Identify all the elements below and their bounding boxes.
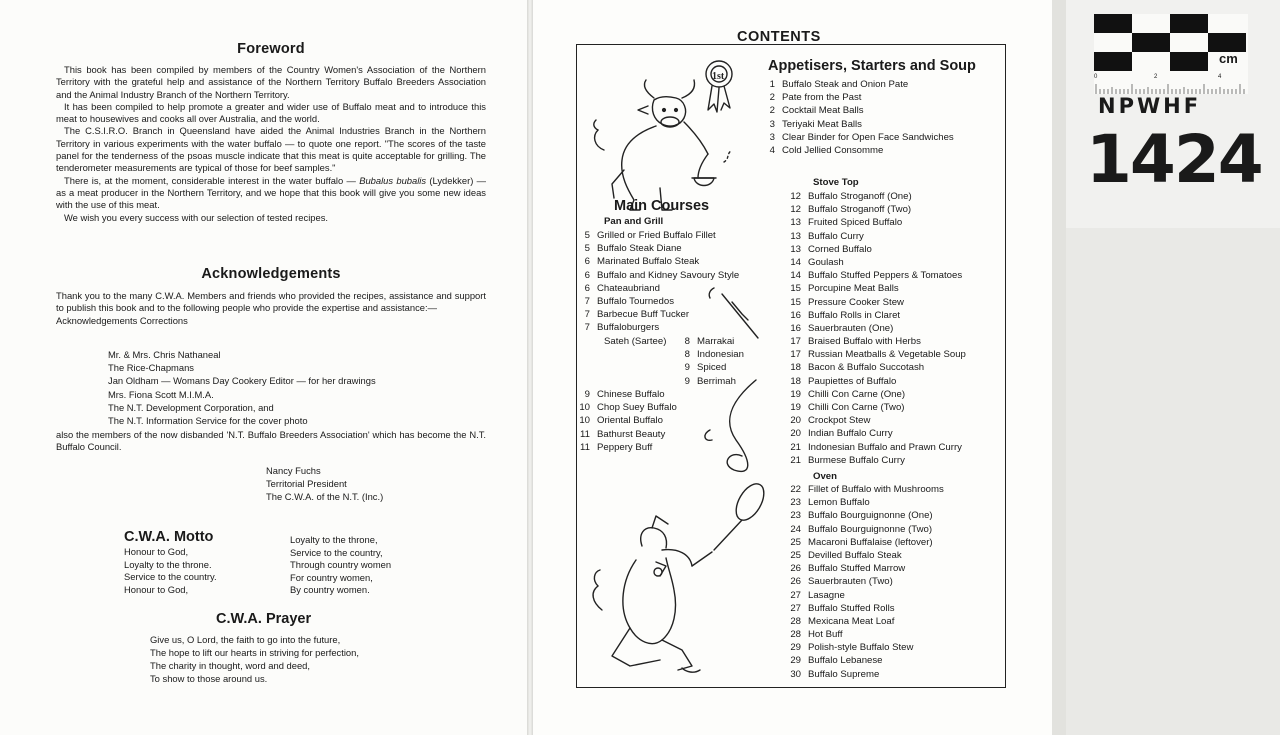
page-number: 12 (790, 204, 801, 216)
foreword-paragraph: We wish you every success with our selection of tested recipes. (64, 211, 329, 223)
acknowledged-name: Mrs. Fiona Scott M.I.M.A. (108, 388, 214, 400)
motto-right-column (290, 534, 391, 597)
motto-line: For country women, (290, 571, 373, 583)
contents-entry[interactable] (785, 536, 944, 549)
contents-entry[interactable] (763, 131, 954, 144)
page-number: 23 (790, 510, 801, 522)
scale-unit-label: cm (1219, 51, 1238, 66)
main-courses-more-list (578, 388, 677, 454)
recipe-title: Goulash (808, 256, 844, 268)
page-number: 26 (790, 563, 801, 575)
page-number: 9 (684, 375, 690, 387)
recipe-title: Crockpot Stew (808, 415, 871, 427)
page-number: 26 (790, 576, 801, 588)
contents-entry[interactable] (785, 454, 966, 467)
contents-title: CONTENTS (737, 29, 821, 45)
contents-entry[interactable] (578, 282, 739, 295)
contents-entry[interactable] (678, 361, 744, 374)
contents-entry[interactable] (785, 509, 944, 522)
contents-entry[interactable] (578, 242, 739, 255)
motto-line: Through country women (290, 559, 392, 571)
page-number: 7 (584, 295, 590, 307)
recipe-title: Indian Buffalo Curry (808, 428, 893, 440)
page-number: 6 (584, 269, 590, 281)
contents-entry[interactable] (785, 414, 966, 427)
contents-entry[interactable] (785, 602, 944, 615)
signature-line: Nancy Fuchs (266, 465, 321, 476)
recipe-title: Chop Suey Buffalo (597, 402, 677, 414)
page-number: 13 (790, 230, 801, 242)
contents-entry[interactable] (785, 628, 944, 641)
recipe-title: Chilli Con Carne (Two) (808, 402, 905, 413)
page-number: 6 (584, 256, 590, 268)
recipe-title: Paupiettes of Buffalo (808, 375, 897, 387)
page-number: 11 (580, 428, 590, 440)
recipe-title: Buffaloburgers (597, 322, 660, 334)
page-number: 25 (790, 536, 801, 548)
recipe-title: Corned Buffalo (808, 243, 872, 255)
recipe-title: Cold Jellied Consomme (782, 144, 884, 156)
contents-entry[interactable] (763, 144, 954, 157)
contents-entry[interactable] (578, 401, 677, 414)
page-number: 2 (769, 92, 775, 104)
contents-entry[interactable] (785, 589, 944, 602)
contents-entry[interactable] (578, 414, 677, 427)
contents-entry[interactable] (785, 562, 944, 575)
prayer-line: The charity in thought, word and deed, (150, 660, 310, 671)
page-number: 13 (790, 217, 801, 229)
recipe-title: Porcupine Meat Balls (808, 283, 899, 295)
contents-entry[interactable] (785, 388, 966, 401)
contents-entry[interactable] (785, 523, 944, 536)
acknowledgements-intro: Thank you to the many C.W.A. Members and friends who provided the recipes, assistance and support to publish this book and to the following people who provide the expertise and assistance:— (56, 290, 486, 314)
recipe-title: Lemon Buffalo (808, 497, 870, 509)
contents-entry[interactable] (785, 243, 966, 256)
page-number: 15 (790, 283, 801, 295)
contents-entry[interactable] (785, 256, 966, 269)
recipe-title: Marrakai (697, 336, 735, 347)
acknowledged-name: Jan Oldham — Womans Day Cookery Editor — for her drawings (108, 375, 376, 387)
contents-entry[interactable] (578, 308, 739, 321)
contents-entry[interactable] (678, 375, 744, 388)
recipe-title: Polish-style Buffalo Stew (808, 642, 914, 654)
sateh-list (678, 335, 744, 388)
recipe-title: Russian Meatballs & Vegetable Soup (808, 349, 966, 361)
recipe-title: Buffalo Bourguignonne (Two) (808, 523, 933, 535)
page-number: 9 (684, 362, 690, 374)
prayer-line: To show to those around us. (150, 673, 268, 684)
page-number: 13 (790, 243, 801, 255)
page-number: 20 (790, 415, 801, 427)
contents-entry[interactable] (578, 428, 677, 441)
contents-entry[interactable] (785, 216, 966, 229)
scale-tick-label: 2 (1154, 74, 1158, 80)
page-number: 8 (684, 336, 690, 347)
page-number: 19 (790, 388, 801, 400)
page-number: 17 (790, 336, 801, 348)
scale-tick-label: 0 (1094, 74, 1098, 80)
recipe-title: Buffalo Lebanese (808, 655, 883, 667)
recipe-title: Chateaubriand (597, 282, 660, 294)
recipe-title: Pate from the Past (782, 92, 862, 104)
contents-entry[interactable] (785, 496, 944, 509)
foreword-paragraph: It has been compiled to help promote a greater and wider use of Buffalo meat and to introduce this meat to housewives and cooks all over Australia, and the world. (56, 100, 486, 125)
page-number: 15 (790, 296, 801, 308)
page-number: 14 (790, 256, 801, 268)
page-number: 29 (790, 655, 801, 667)
main-courses-heading: Main Courses (614, 198, 710, 214)
page-number: 20 (790, 428, 801, 440)
recipe-title: Buffalo Stuffed Peppers & Tomatoes (808, 270, 963, 282)
foreword-paragraph: This book has been compiled by members of the Country Women's Association of the Northern Territory with the grateful help and assistance of the Northern Territory Buffalo Breeders Association and the Animal Industry Branch of the Northern Territory. (56, 64, 486, 100)
page-number: 21 (790, 454, 801, 466)
contents-entry[interactable] (785, 575, 944, 588)
accession-number: 1424 (1086, 121, 1262, 198)
contents-entry[interactable] (785, 190, 966, 203)
page-number: 16 (790, 309, 801, 321)
page-number: 18 (790, 362, 801, 374)
page-number: 9 (584, 389, 590, 400)
acknowledged-name: Mr. & Mrs. Chris Nathaneal (108, 349, 221, 360)
signature-line: The C.W.A. of the N.T. (Inc.) (266, 491, 384, 502)
signature-line: Territorial President (266, 478, 347, 489)
sateh-label-block (604, 335, 666, 348)
contents-entry[interactable] (578, 255, 739, 268)
page-number: 25 (790, 549, 801, 561)
appetisers-heading: Appetisers, Starters and Soup (768, 58, 976, 74)
foreword-text: There is, at the moment, considerable interest in the water buffalo — (64, 174, 360, 186)
page-number: 14 (790, 270, 801, 282)
acknowledgements-corrections: Acknowledgements Corrections (56, 314, 188, 326)
contents-entry[interactable] (578, 321, 739, 334)
contents-entry[interactable] (785, 296, 966, 309)
page-number: 28 (790, 615, 801, 627)
recipe-title: Buffalo Rolls in Claret (808, 309, 901, 321)
page-number: 2 (769, 105, 775, 117)
contents-entry[interactable] (578, 229, 739, 242)
recipe-title: Fillet of Buffalo with Mushrooms (808, 484, 944, 495)
motto-left-column (124, 546, 217, 596)
recipe-title: Teriyaki Meat Balls (782, 118, 862, 130)
contents-entry[interactable] (763, 118, 954, 131)
foreword-paragraph: The C.S.I.R.O. Branch in Queensland have aided the Animal Industries Branch in the Northern Territory in various experiments with the water buffalo — to quote one report. "The scores of the taste panel for the tenderness of the psoas muscle indicate that this meat is quite acceptable for grilling. The tenderometer measurements are typical of those for beef samples." (56, 125, 486, 174)
contents-entry[interactable] (785, 282, 966, 295)
recipe-title: Cocktail Meat Balls (782, 105, 864, 117)
contents-entry[interactable] (578, 269, 739, 282)
recipe-title: Indonesian (697, 349, 744, 361)
foreword-paragraph (56, 175, 486, 212)
contents-entry[interactable] (785, 361, 966, 374)
page-number: 27 (790, 602, 801, 614)
acknowledged-name: The N.T. Information Service for the cover photo (108, 415, 308, 427)
recipe-title: Buffalo Supreme (808, 668, 880, 680)
recipe-title: Buffalo Tournedos (597, 295, 674, 307)
page-number: 29 (790, 642, 801, 654)
oven-heading: Oven (813, 471, 837, 482)
contents-entry[interactable] (785, 441, 966, 454)
species-name: Bubalus bubalis (359, 174, 427, 186)
accession-code: NPWHF (1098, 94, 1202, 118)
acknowledged-name: The Rice-Chapmans (108, 362, 194, 374)
prayer-line: The hope to lift our hearts in striving for perfection, (150, 647, 359, 658)
recipe-title: Sauerbrauten (One) (808, 322, 894, 334)
recipe-title: Buffalo and Kidney Savoury Style (597, 269, 740, 281)
recipe-title: Buffalo Stuffed Marrow (808, 563, 906, 575)
page-number: 28 (790, 629, 801, 641)
acknowledgements-title: Acknowledgements (201, 266, 341, 282)
motto-line: Service to the country, (290, 546, 383, 558)
stove-top-heading: Stove Top (813, 177, 859, 188)
page-number: 10 (579, 402, 590, 414)
motto-line: Service to the country. (124, 571, 217, 583)
motto-line: Loyalty to the throne, (290, 534, 378, 545)
recipe-title: Grilled or Fried Buffalo Fillet (597, 230, 716, 241)
page-number: 24 (790, 523, 801, 535)
recipe-title: Oriental Buffalo (597, 415, 663, 427)
page-number: 12 (790, 191, 801, 202)
motto-line: By country women. (290, 584, 370, 596)
page-number: 17 (790, 349, 801, 361)
page-number: 8 (684, 349, 690, 361)
page-number: 7 (584, 322, 590, 334)
recipe-title: Bacon & Buffalo Succotash (808, 362, 925, 374)
acknowledged-names (108, 348, 376, 427)
contents-entry[interactable] (578, 295, 739, 308)
prayer-text (150, 633, 359, 685)
contents-entry[interactable] (785, 641, 944, 654)
buffalo-ribbon-illustration (584, 50, 744, 220)
recipe-title: Chinese Buffalo (597, 389, 665, 400)
recipe-title: Buffalo Steak Diane (597, 243, 682, 255)
contents-entry[interactable] (578, 441, 677, 454)
page-number: 3 (769, 131, 775, 143)
contents-entry[interactable] (785, 322, 966, 335)
contents-entry[interactable] (763, 78, 954, 91)
page-number: 10 (579, 415, 590, 427)
recipe-title: Hot Buff (808, 629, 843, 641)
recipe-title: Bathurst Beauty (597, 428, 666, 440)
contents-entry[interactable] (678, 335, 744, 348)
contents-entry[interactable] (578, 388, 677, 401)
ribbon-text: 1st (712, 71, 725, 82)
recipe-title: Buffalo Stroganoff (One) (808, 191, 912, 202)
contents-entry[interactable] (785, 230, 966, 243)
recipe-title: Mexicana Meat Loaf (808, 615, 895, 627)
page-number: 18 (790, 375, 801, 387)
recipe-title: Marinated Buffalo Steak (597, 256, 700, 268)
sateh-label: Sateh (Sartee) (604, 336, 667, 347)
contents-entry[interactable] (785, 269, 966, 282)
contents-entry[interactable] (785, 654, 944, 667)
contents-entry[interactable] (763, 104, 954, 117)
page-number: 6 (584, 282, 590, 294)
pan-and-grill-heading: Pan and Grill (604, 216, 664, 227)
recipe-title: Clear Binder for Open Face Sandwiches (782, 131, 954, 143)
contents-entry[interactable] (785, 335, 966, 348)
recipe-title: Spiced (697, 362, 727, 374)
scale-tick-label: 4 (1218, 74, 1222, 80)
contents-entry[interactable] (678, 348, 744, 361)
recipe-title: Pressure Cooker Stew (808, 296, 904, 308)
contents-entry[interactable] (785, 309, 966, 322)
motto-line: Honour to God, (124, 546, 189, 557)
recipe-title: Berrimah (697, 375, 736, 387)
acknowledged-name: The N.T. Development Corporation, and (108, 401, 274, 413)
recipe-title: Lasagne (808, 589, 845, 601)
recipe-title: Chilli Con Carne (One) (808, 388, 906, 400)
contents-entry[interactable] (785, 483, 944, 496)
contents-entry[interactable] (785, 427, 966, 440)
recipe-title: Buffalo Stroganoff (Two) (808, 204, 912, 216)
recipe-title: Barbecue Buff Tucker (597, 309, 690, 321)
page-number: 27 (790, 589, 801, 601)
recipe-title: Buffalo Stuffed Rolls (808, 602, 895, 614)
foreword-text: (Lydekker) — as a meat producer in the Northern Territory, and we hope that this book will give you some new ideas with the use of this meat. (56, 174, 486, 211)
main-courses-list (578, 229, 739, 335)
page-number: 3 (769, 118, 775, 130)
recipe-title: Buffalo Bourguignonne (One) (808, 510, 933, 522)
page-number: 16 (790, 322, 801, 334)
prayer-line: Give us, O Lord, the faith to go into the future, (150, 634, 341, 645)
page-number: 11 (580, 441, 590, 453)
page-number: 23 (790, 497, 801, 509)
recipe-title: Fruited Spiced Buffalo (808, 217, 903, 229)
page-edge (1052, 0, 1066, 735)
contents-entry[interactable] (785, 348, 966, 361)
recipe-title: Buffalo Curry (808, 230, 864, 242)
recipe-title: Sauerbrauten (Two) (808, 576, 893, 588)
contents-entry[interactable] (785, 401, 966, 414)
contents-entry[interactable] (785, 549, 944, 562)
contents-entry[interactable] (785, 203, 966, 216)
stove-top-list (785, 190, 966, 467)
motto-line: Honour to God, (124, 583, 189, 595)
contents-entry[interactable] (785, 668, 944, 681)
page-number: 1 (769, 79, 775, 90)
signature-block (266, 464, 383, 503)
contents-entry[interactable] (785, 615, 944, 628)
page-number: 5 (584, 243, 590, 255)
recipe-title: Devilled Buffalo Steak (808, 549, 902, 561)
motto-line: Loyalty to the throne. (124, 558, 212, 570)
recipe-title: Indonesian Buffalo and Prawn Curry (808, 441, 962, 453)
page-number: 5 (584, 230, 590, 241)
prayer-title: C.W.A. Prayer (216, 611, 312, 627)
acknowledgements-closing: also the members of the now disbanded 'N.T. Buffalo Breeders Association' which has become the N.T. Buffalo Council. (56, 429, 486, 453)
recipe-title: Macaroni Buffalaise (leftover) (808, 536, 933, 548)
recipe-title: Buffalo Steak and Onion Pate (782, 79, 909, 90)
appetisers-list (763, 78, 954, 157)
page-number: 7 (584, 309, 590, 321)
page-number: 19 (790, 402, 801, 413)
recipe-title: Braised Buffalo with Herbs (808, 336, 921, 348)
recipe-title: Peppery Buff (597, 441, 653, 453)
recipe-title: Burmese Buffalo Curry (808, 454, 905, 466)
page-number: 22 (790, 484, 801, 495)
foreword-title: Foreword (237, 41, 305, 57)
contents-entry[interactable] (763, 91, 954, 104)
contents-entry[interactable] (785, 375, 966, 388)
motto-title: C.W.A. Motto (124, 529, 214, 545)
page-number: 4 (769, 144, 775, 156)
page-number: 21 (790, 441, 801, 453)
page-number: 30 (790, 668, 801, 680)
oven-list (785, 483, 944, 681)
